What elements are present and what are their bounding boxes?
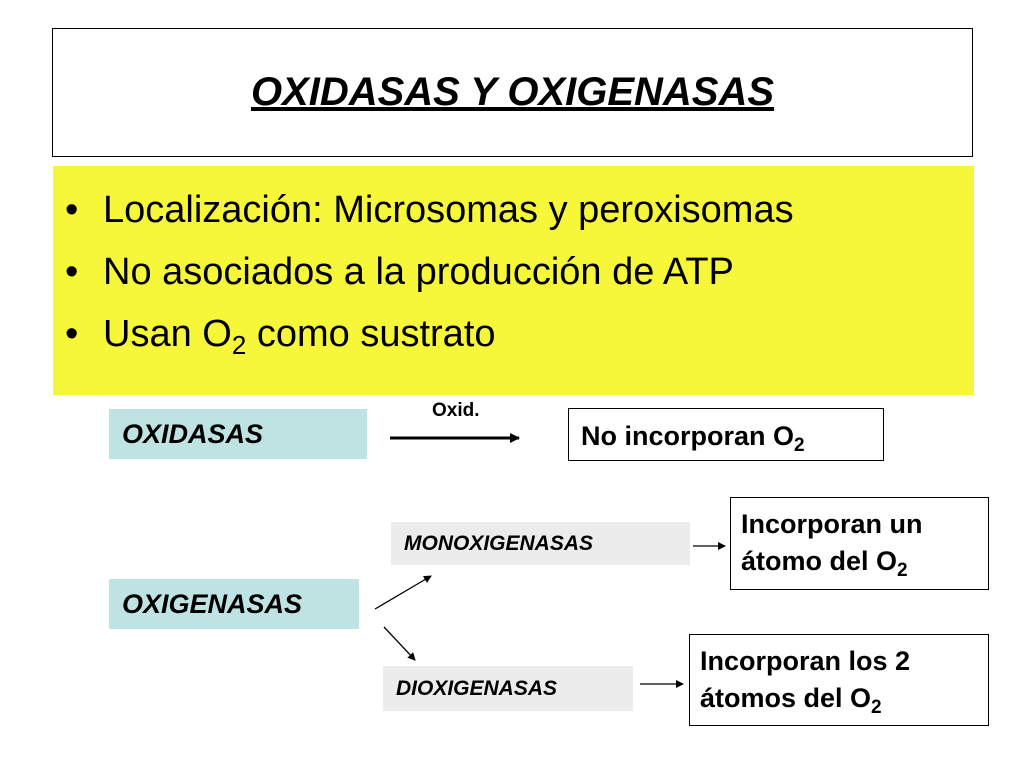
to-dio-arrow <box>384 627 415 660</box>
dio-result-line1: Incorporan los 2 <box>700 646 911 676</box>
oxidasas-label: OXIDASAS <box>122 418 264 449</box>
bullet-text-part: Usan O <box>103 313 232 355</box>
oxigenasas-box <box>109 579 359 629</box>
subscript: 2 <box>871 697 882 718</box>
monoxigenasas-label: MONOXIGENASAS <box>404 531 594 555</box>
oxidasas-result-text: No incorporan O <box>581 421 795 451</box>
subscript: 2 <box>794 435 805 456</box>
dio-result-text: átomos del O <box>700 683 872 713</box>
dioxigenasas-box <box>383 666 633 711</box>
mono-result-line1: Incorporan un <box>741 509 923 539</box>
to-mono-arrow <box>375 576 431 609</box>
mono-result-text: átomo del O <box>741 546 898 576</box>
oxidasas-result-box <box>568 408 884 461</box>
bullet-dot: • <box>65 313 79 355</box>
dio-result-line2 <box>700 680 988 717</box>
bullet-text: No asociados a la producción de ATP <box>103 251 734 293</box>
bullet-dot: • <box>65 189 79 231</box>
bullet-text: Localización: Microsomas y peroxisomas <box>103 189 794 231</box>
monoxigenasas-box <box>391 522 690 565</box>
subscript: 2 <box>897 560 908 581</box>
oxidasas-box <box>109 409 367 459</box>
slide-title: OXIDASAS Y OXIGENASAS <box>250 70 775 114</box>
mono-result-line2 <box>741 543 988 580</box>
subscript: 2 <box>231 330 247 360</box>
oxigenasas-label: OXIGENASAS <box>122 588 303 619</box>
bullet-text-part: como sustrato <box>246 313 496 355</box>
monoxigenasas-result-box <box>730 497 989 590</box>
bullet-dot: • <box>65 251 79 293</box>
dioxigenasas-result-box <box>689 634 989 726</box>
oxid-arrow-label: Oxid. <box>432 400 480 421</box>
dioxigenasas-label: DIOXIGENASAS <box>396 676 558 700</box>
